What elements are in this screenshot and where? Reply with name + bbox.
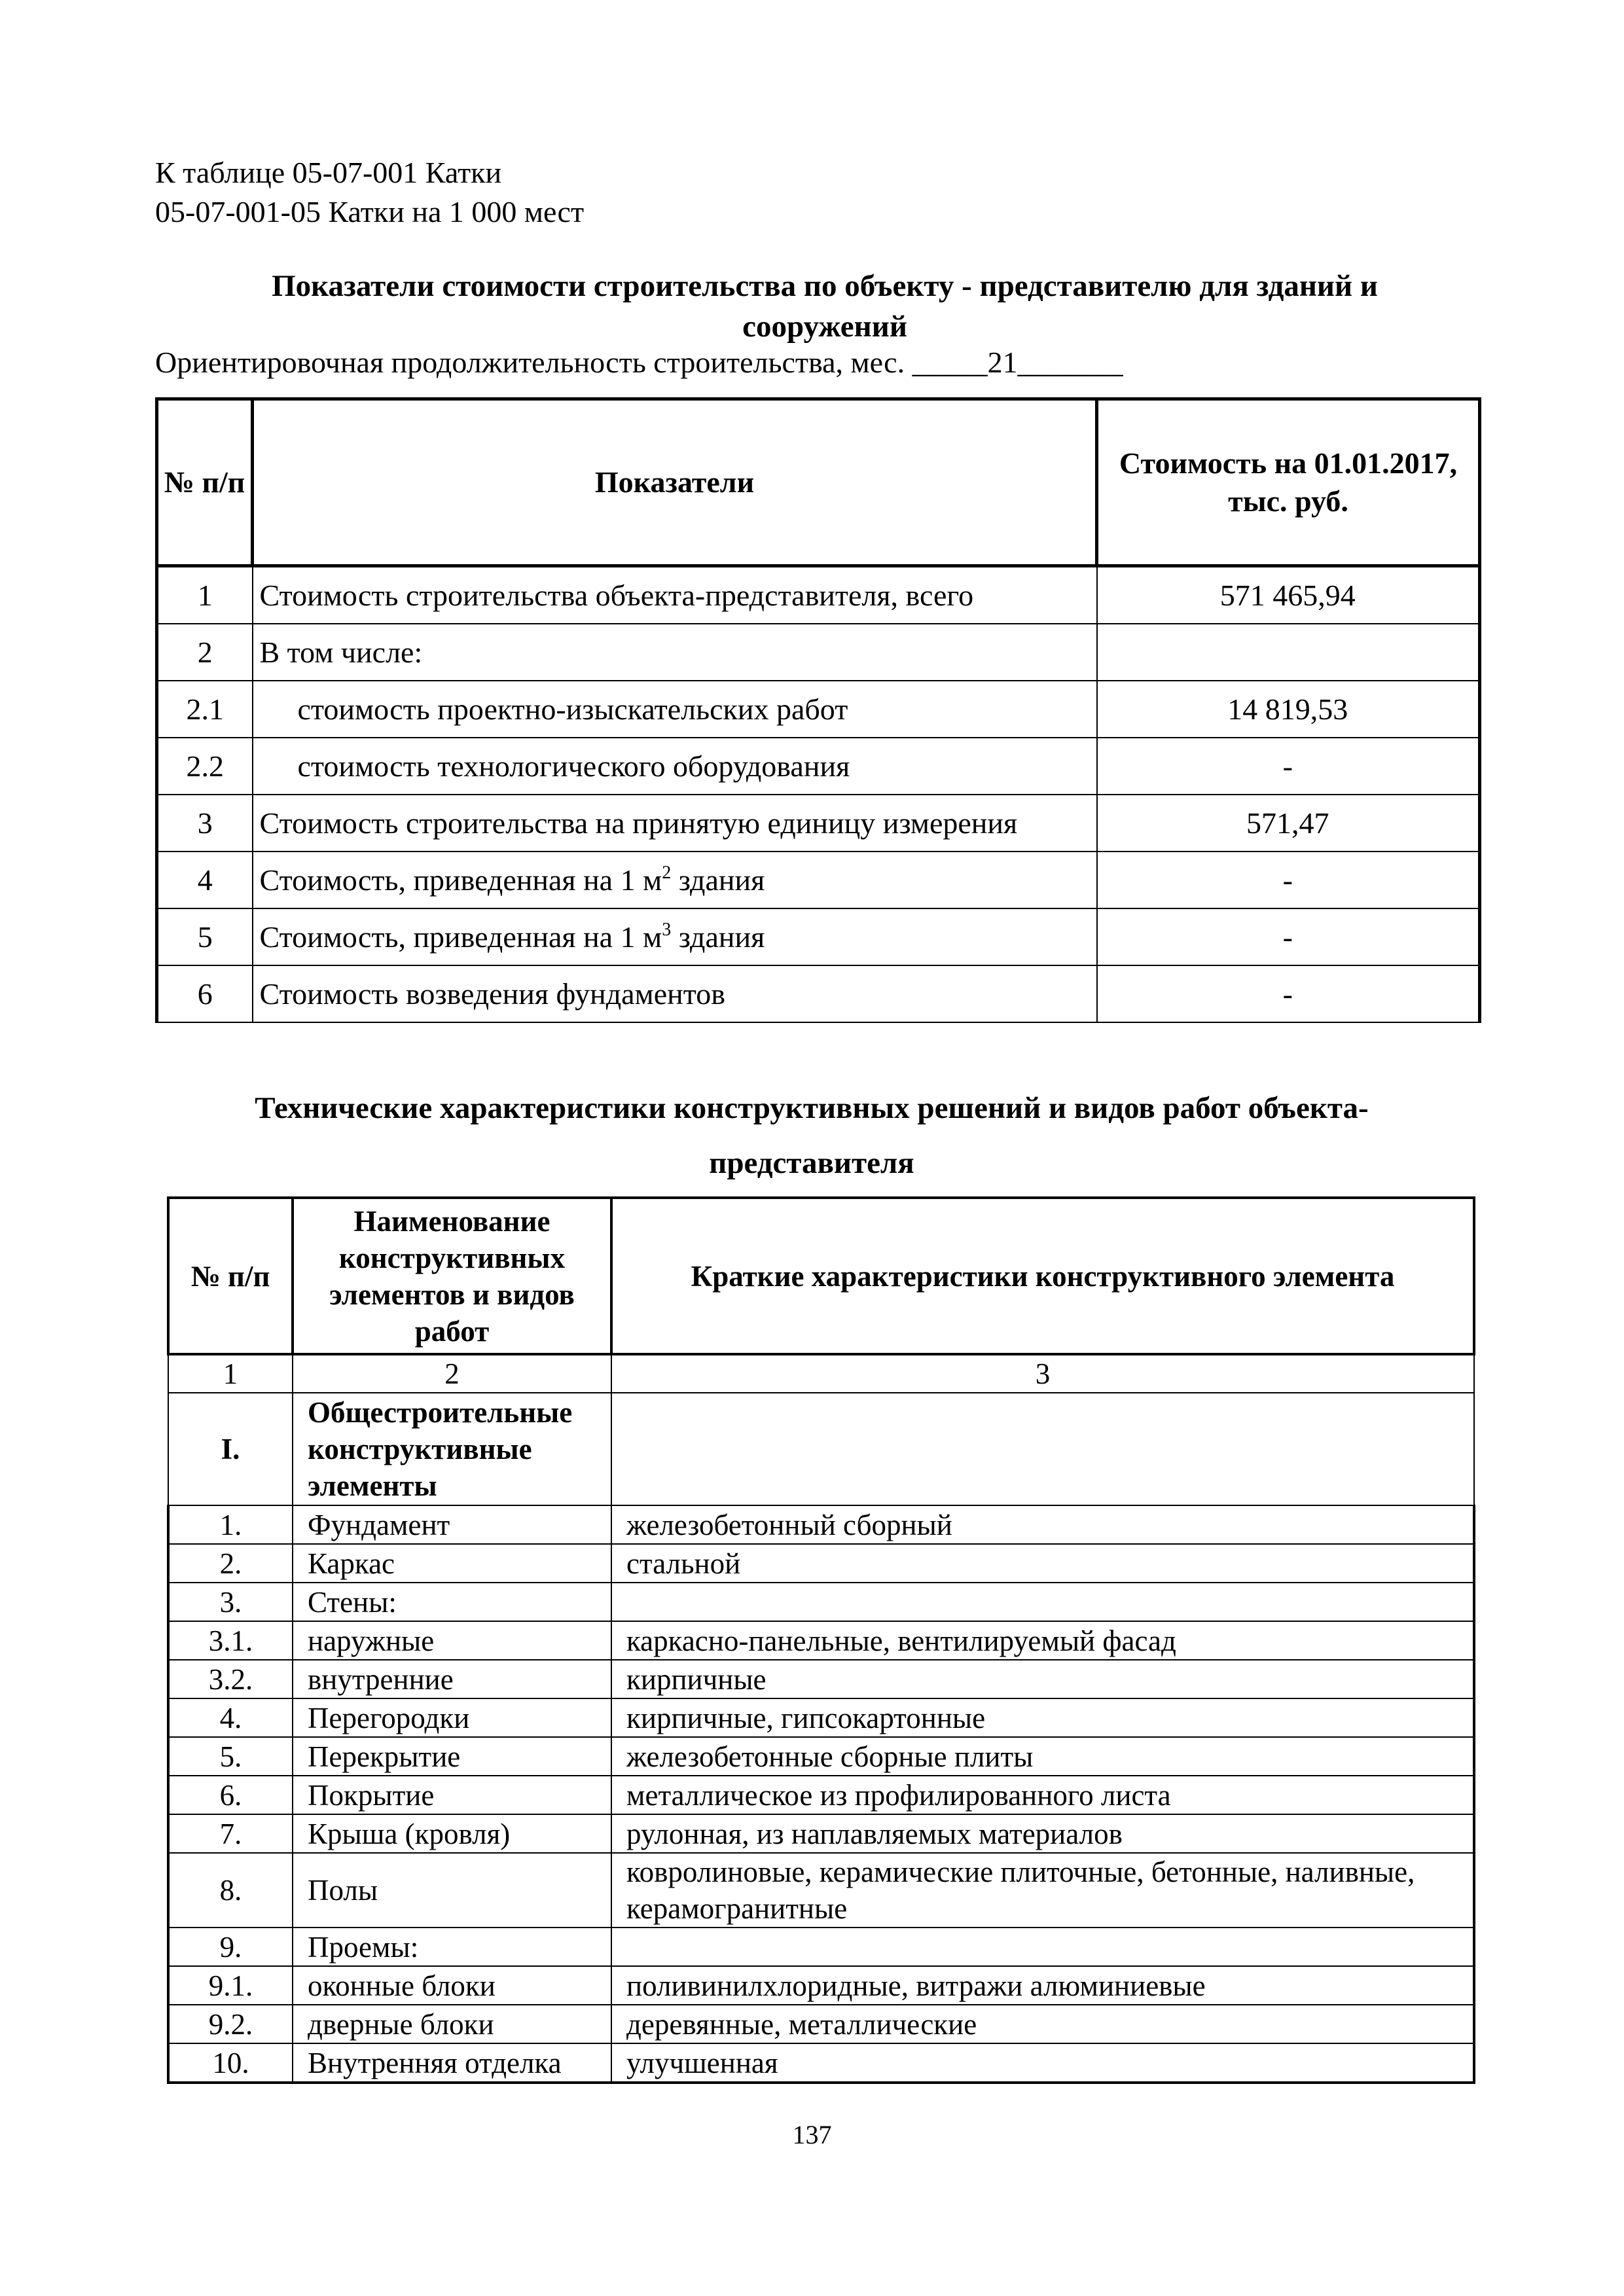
element-number: 3. [168,1583,293,1621]
element-name: дверные блоки [293,2005,611,2043]
section-num: I. [168,1393,293,1505]
column-header-num: № п/п [157,399,253,566]
table-row [168,1505,1474,1544]
section-name: Общестроительные конструктивные элементы [293,1393,611,1505]
table-reference: К таблице 05-07-001 Катки [155,156,502,189]
column-index-row [168,1354,1474,1393]
element-number: 3.2. [168,1660,293,1698]
indicator-name: Стоимость строительства объекта-представителя, всего [253,566,1097,624]
indicator-text: Стоимость, приведенная на 1 м [259,920,662,954]
tech-section-title-line1: Технические характеристики конструктивных решений и видов работ объекта- [255,1091,1369,1125]
table-row [168,1660,1474,1698]
element-number: 5. [168,1737,293,1776]
row-number: 6 [157,965,253,1022]
element-number: 1. [168,1505,293,1544]
indicator-text-tail: здания [671,920,765,954]
column-header-indicator: Показатели [253,399,1097,566]
tech-table-header [168,1198,1474,1354]
row-number: 4 [157,852,253,908]
row-number: 2 [157,624,253,681]
tech-section-title-line2: представителя [709,1146,914,1180]
section-row [168,1393,1474,1505]
element-name: Полы [293,1853,611,1928]
column-header-num: № п/п [168,1198,293,1354]
table-row [168,1737,1474,1776]
element-number: 4. [168,1698,293,1737]
indicator-name: В том числе: [253,624,1097,681]
cost-value: 571 465,94 [1097,566,1480,624]
column-index: 1 [168,1354,293,1393]
table-row [168,2005,1474,2043]
element-description: кирпичные, гипсокартонные [611,1698,1474,1737]
indicator-name [253,908,1097,965]
indicator-name: Стоимость возведения фундаментов [253,965,1097,1022]
tech-characteristics-table [167,1196,1475,2084]
element-name: Перегородки [293,1698,611,1737]
element-name: Проемы: [293,1928,611,1966]
element-description: стальной [611,1544,1474,1583]
element-number: 6. [168,1776,293,1814]
element-number: 3.1. [168,1621,293,1660]
table-row [168,1966,1474,2005]
indicator-name: стоимость проектно-изыскательских работ [253,681,1097,738]
table-row [168,1544,1474,1583]
row-number: 2.1 [157,681,253,738]
table-row [168,1853,1474,1928]
column-index: 3 [611,1354,1474,1393]
element-number: 2. [168,1544,293,1583]
indicator-name: Стоимость строительства на принятую единицу измерения [253,795,1097,852]
element-description: железобетонный сборный [611,1505,1474,1544]
table-row [168,1621,1474,1660]
indicator-text: Стоимость, приведенная на 1 м [259,863,662,897]
table-row [157,566,1480,624]
cost-value: - [1097,738,1480,795]
element-description: металлическое из профилированного листа [611,1776,1474,1814]
table-row [168,2043,1474,2083]
element-name: Крыша (кровля) [293,1814,611,1853]
element-description: деревянные, металлические [611,2005,1474,2043]
column-index: 2 [293,1354,611,1393]
indicator-name [253,852,1097,908]
row-number: 1 [157,566,253,624]
element-name: Стены: [293,1583,611,1621]
table-row [168,1583,1474,1621]
table-row [157,681,1480,738]
element-description [611,1928,1474,1966]
table-row [168,1814,1474,1853]
table-row [168,1776,1474,1814]
element-description: кирпичные [611,1660,1474,1698]
element-description: ковролиновые, керамические плиточные, бетонные, наливные, керамогранитные [611,1853,1474,1928]
element-name: наружные [293,1621,611,1660]
table-row [157,795,1480,852]
construction-duration: Ориентировочная продолжительность строительства, мес. _____21_______ [155,346,1123,379]
table-row [157,852,1480,908]
element-number: 9. [168,1928,293,1966]
table-row [157,965,1480,1022]
column-header-element-name: Наименование конструктивных элементов и видов работ [293,1198,611,1354]
cost-section-title: Показатели стоимости строительства по объекту - представителю для зданий и сооружений [272,269,1378,344]
element-name: Покрытие [293,1776,611,1814]
element-number: 9.1. [168,1966,293,2005]
element-description: железобетонные сборные плиты [611,1737,1474,1776]
element-description: каркасно-панельные, вентилируемый фасад [611,1621,1474,1660]
table-row [168,1928,1474,1966]
row-number: 2.2 [157,738,253,795]
element-number: 8. [168,1853,293,1928]
element-name: Фундамент [293,1505,611,1544]
table-row [157,738,1480,795]
element-name: Внутренняя отделка [293,2043,611,2083]
indicator-text-tail: здания [671,863,765,897]
indicator-name: стоимость технологического оборудования [253,738,1097,795]
element-name: внутренние [293,1660,611,1698]
row-number: 5 [157,908,253,965]
row-number: 3 [157,795,253,852]
table-row [157,908,1480,965]
unit-exponent: 2 [662,862,672,883]
column-header-description: Краткие характеристики конструктивного элемента [611,1198,1474,1354]
element-number: 7. [168,1814,293,1853]
cost-value: - [1097,852,1480,908]
cost-value [1097,624,1480,681]
cost-value: 571,47 [1097,795,1480,852]
cost-value: - [1097,908,1480,965]
element-name: Каркас [293,1544,611,1583]
element-number: 10. [168,2043,293,2083]
element-description: рулонная, из наплавляемых материалов [611,1814,1474,1853]
element-number: 9.2. [168,2005,293,2043]
element-name: оконные блоки [293,1966,611,2005]
element-description: улучшенная [611,2043,1474,2083]
table-row [157,624,1480,681]
element-description [611,1583,1474,1621]
cost-value: 14 819,53 [1097,681,1480,738]
section-desc [611,1393,1474,1505]
cost-indicators-table [155,397,1481,1023]
column-header-cost: Стоимость на 01.01.2017, тыс. руб. [1097,399,1480,566]
element-description: поливинилхлоридные, витражи алюминиевые [611,1966,1474,2005]
unit-exponent: 3 [662,919,672,940]
element-name: Перекрытие [293,1737,611,1776]
table-row [168,1698,1474,1737]
page-number: 137 [792,2120,832,2149]
cost-value: - [1097,965,1480,1022]
cost-table-header [157,399,1480,566]
table-subreference: 05-07-001-05 Катки на 1 000 мест [155,195,585,228]
